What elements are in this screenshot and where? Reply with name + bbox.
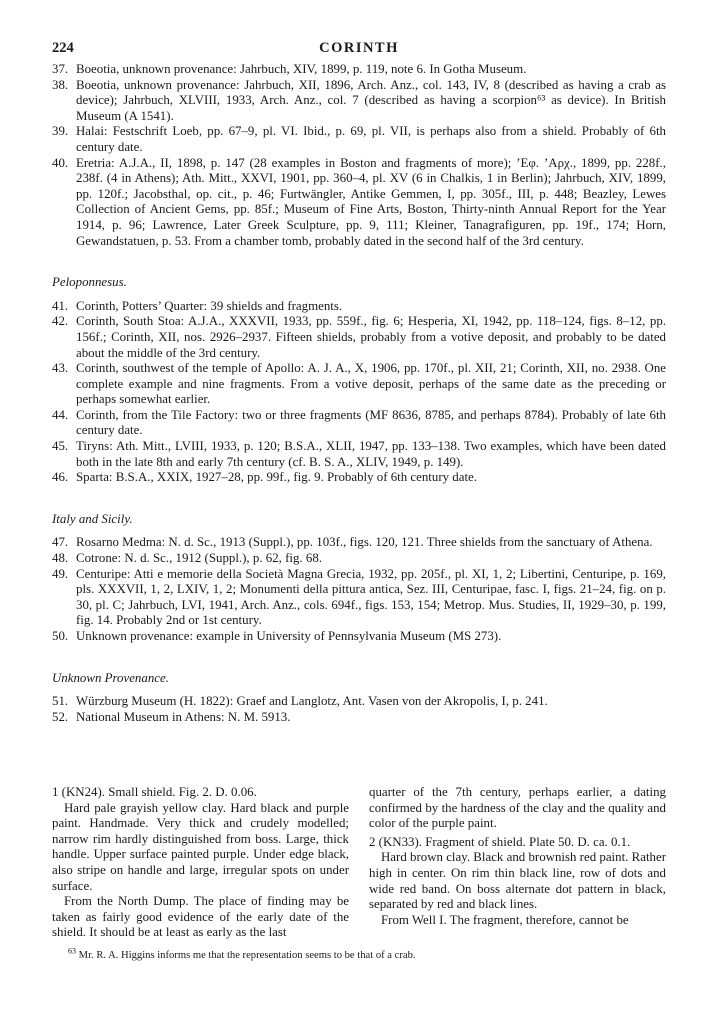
list-item: 50. Unknown provenance: example in University of Pennsylvania Museum (MS 273).: [52, 629, 502, 643]
catalogue-paragraph: Hard brown clay. Black and brownish red paint. Rather high in center. On rim thin black line, row of dots and wide red band. On boss alternate dot pattern in black, separated by red and black lines.: [369, 850, 666, 912]
list-italy-sicily: [52, 535, 666, 644]
catalogue-paragraph: From the North Dump. The place of finding may be taken as fairly good evidence of the early date of the shield. It should be at least as early as the last: [52, 894, 349, 940]
list-item: 37. Boeotia, unknown provenance: Jahrbuch, XIV, 1899, p. 119, note 6. In Gotha Museum.: [52, 62, 527, 76]
list-item: 41. Corinth, Potters’ Quarter: 39 shields and fragments.: [52, 298, 343, 313]
footnote-marker: 63: [68, 946, 76, 956]
catalogue-columns: [52, 785, 666, 945]
section-heading-italy-sicily: Italy and Sicily.: [52, 511, 133, 526]
section-heading-peloponnesus: Peloponnesus.: [52, 275, 127, 290]
catalogue-entry-heading: 1 (KN24). Small shield. Fig. 2. D. 0.06.: [52, 785, 257, 799]
footnote: [68, 946, 666, 962]
catalogue-left-column: [52, 785, 349, 941]
catalogue-paragraph: quarter of the 7th century, perhaps earlier, a dating confirmed by the hardness of the clay and the quality and color of the purple paint.: [369, 785, 666, 831]
list-item: 48. Cotrone: N. d. Sc., 1912 (Suppl.), p. 62, fig. 68.: [52, 551, 322, 566]
list-item: 44. Corinth, from the Tile Factory: two or three fragments (MF 8636, 8785, and perhaps 8784). Probably of late 6th century date.: [52, 407, 666, 438]
list-item: 52. National Museum in Athens: N. M. 5913.: [52, 709, 291, 724]
list-attica-boeotia: [52, 62, 666, 249]
list-item: 39. Halai: Festschrift Loeb, pp. 67–9, pl. VI. Ibid., p. 69, pl. VII, is perhaps also from a shield. Probably of 6th century date.: [52, 124, 666, 154]
list-unknown-provenance: [52, 694, 666, 725]
catalogue-right-column: [369, 785, 666, 928]
list-item: 49. Centuripe: Atti e memorie della Società Magna Grecia, 1932, pp. 205f., pl. XI, 1, 2; Libertini, Centuripe, p. 169, pls. XXXVII, 1, 2, LXIV, 1, 2; Monumenti della pittura antica, Sez. III, Centuripae, fasc. I, figs. 21–24, fig. on p. 30, pl. C; Jahrbuch, LVI, 1941, Arch. Anz., cols. 694f., figs. 153, 154; Metrop. Mus. Studies, II, 1929–30, p. 199, fig. 14. Probably 2nd or 1st century.: [52, 566, 666, 628]
catalogue-paragraph: From Well I. The fragment, therefore, cannot be: [381, 912, 629, 927]
list-peloponnesus: [52, 299, 666, 486]
catalogue-paragraph: Hard pale grayish yellow clay. Hard black and purple paint. Handmade. Very thick and crudely modelled; narrow rim hardly distinguished from boss. Large, thick handle. Upper surface painted purple. Under edge black, also stripe on handle and large, irregular spots on under surface.: [52, 800, 349, 893]
list-item: 42. Corinth, South Stoa: A.J.A., XXXVII, 1933, pp. 559f., fig. 6; Hesperia, XI, 1942, pp. 118–124, figs. 8–12, pp. 156f.; Corinth, XII, nos. 2926–2937. Fifteen shields, probably from a votive deposit, and probably to be dated about the middle of the 3rd century.: [52, 314, 666, 360]
footnote-text: Mr. R. A. Higgins informs me that the representation seems to be that of a crab.: [78, 950, 416, 961]
catalogue-entry-heading: 2 (KN33). Fragment of shield. Plate 50. D. ca. 0.1.: [369, 834, 631, 849]
page-header: [52, 40, 666, 62]
page-body: [52, 40, 666, 725]
section-heading-unknown-provenance: Unknown Provenance.: [52, 670, 169, 685]
running-head: CORINTH: [319, 40, 399, 56]
list-item: 46. Sparta: B.S.A., XXIX, 1927–28, pp. 99f., fig. 9. Probably of 6th century date.: [52, 470, 477, 485]
list-item: 38. Boeotia, unknown provenance: Jahrbuch, XII, 1896, Arch. Anz., col. 143, IV, 8 (described as having a crab as device); Jahrbuch, XLVIII, 1933, Arch. Anz., col. 7 (described as having a scorpion⁶³ as device). In British Museum (A 1541).: [52, 77, 666, 123]
list-item: 51. Würzburg Museum (H. 1822): Graef and Langlotz, Ant. Vasen von der Akropolis, I, p. 241.: [52, 694, 548, 709]
list-item: 47. Rosarno Medma: N. d. Sc., 1913 (Suppl.), pp. 103f., figs. 120, 121. Three shields from the sanctuary of Athena.: [52, 535, 653, 550]
page-number: 224: [52, 40, 74, 56]
list-item: 45. Tiryns: Ath. Mitt., LVIII, 1933, p. 120; B.S.A., XLII, 1947, pp. 133–138. Two examples, which have been dated both in the late 8th and early 7th century (cf. B. S. A., XLIV, 1949, p. 149).: [52, 439, 666, 469]
list-item: 40. Eretria: A.J.A., II, 1898, p. 147 (28 examples in Boston and fragments of more); ’Εφ. ’Αρχ., 1899, pp. 228f., 238f. (4 in Athens); Ath. Mitt., XXVI, 1901, pp. 360–4, pl. XV (6 in Chalkis, 1 in Berlin); Jahrbuch, XIV, 1899, pp. 120f.; Jacobsthal, op. cit., p. 46; Furtwängler, Antike Gemmen, I, pp. 305f., III, p. 448; Beazley, Lewes Collection of Ancient Gems, pp. 85f.; Museum of Fine Arts, Boston, Thirty-ninth Annual Report for the Year 1914, p. 96; Lawrence, Later Greek Sculpture, pp. 9, 111; Kleiner, Tanagrafiguren, pp. 19f., 174; Horn, Gewandstatuen, p. 53. From a chamber tomb, probably dated in the second half of the 3rd century.: [52, 155, 666, 248]
list-item: 43. Corinth, southwest of the temple of Apollo: A. J. A., X, 1906, pp. 170f., pl. XII, 21; Corinth, XII, no. 2938. One complete example and nine fragments. From a votive deposit, perhaps of the same date as the preceding or perhaps somewhat earlier.: [52, 361, 666, 407]
